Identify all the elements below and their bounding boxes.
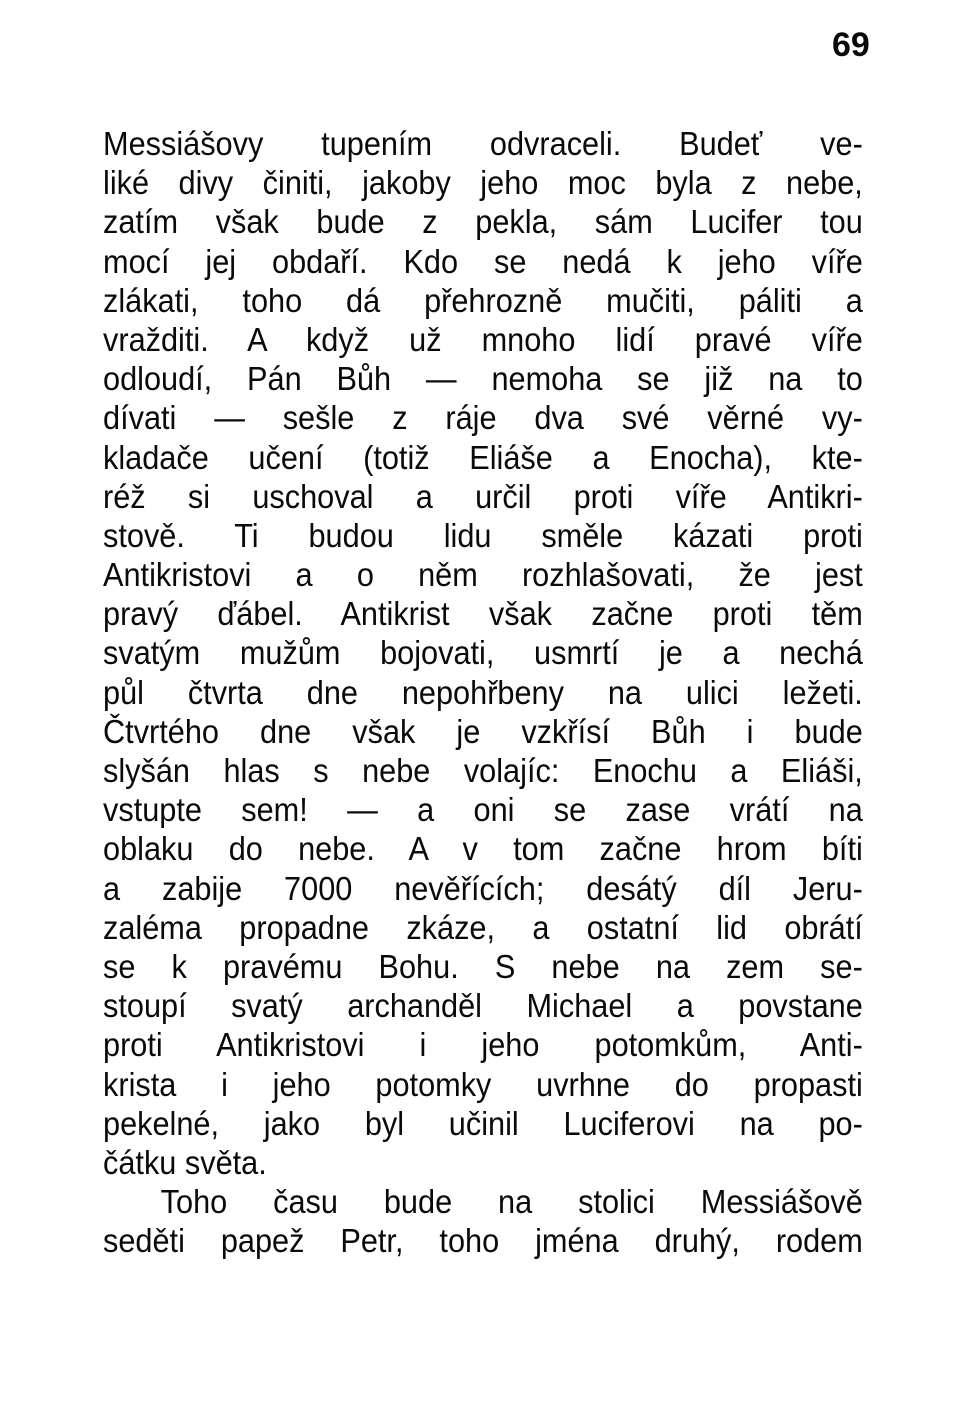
text-line: svatým mužům bojovati, usmrtí je a nechá: [103, 634, 863, 672]
body-text: [103, 124, 863, 1260]
text-line: se k pravému Bohu. S nebe na zem se-: [103, 947, 863, 985]
text-line: vražditi. A když už mnoho lidí pravé víře: [103, 320, 863, 358]
text-line: zatím však bude z pekla, sám Lucifer tou: [103, 203, 863, 241]
text-line: vstupte sem! — a oni se zase vrátí na: [103, 791, 863, 829]
paragraph-start-line: Toho času bude na stolici Messiášově: [160, 1183, 863, 1221]
text-line: pravý ďábel. Antikrist však začne proti těm: [103, 595, 863, 633]
text-line: proti Antikristovi i jeho potomkům, Anti-: [103, 1026, 863, 1064]
text-line: kladače učení (totiž Eliáše a Enocha), kte-: [103, 438, 863, 476]
text-line: stoupí svatý archanděl Michael a povstane: [103, 987, 863, 1025]
text-line: Čtvrtého dne však je vzkřísí Bůh i bude: [103, 712, 863, 750]
text-line: liké divy činiti, jakoby jeho moc byla z nebe,: [103, 164, 863, 202]
text-line: zlákati, toho dá přehrozně mučiti, páliti a: [103, 281, 863, 319]
page-number: 69: [832, 26, 870, 64]
text-line: stově. Ti budou lidu směle kázati proti: [103, 516, 863, 554]
text-line: a zabije 7000 nevěřících; desátý díl Jeru-: [103, 869, 863, 907]
text-line: půl čtvrta dne nepohřbeny na ulici ležeti.: [103, 673, 863, 711]
text-line: Messiášovy tupením odvraceli. Budeť ve-: [103, 125, 863, 162]
text-line: pekelné, jako byl učinil Luciferovi na po-: [103, 1104, 863, 1142]
text-line: mocí jej obdaří. Kdo se nedá k jeho víře: [103, 242, 863, 280]
text-line: réž si uschoval a určil proti víře Antikri-: [103, 477, 863, 515]
text-line: oblaku do nebe. A v tom začne hrom bíti: [103, 830, 863, 868]
text-line: zaléma propadne zkáze, a ostatní lid obrátí: [103, 908, 863, 946]
text-line: seděti papež Petr, toho jména druhý, rodem: [103, 1222, 863, 1260]
text-line: krista i jeho potomky uvrhne do propasti: [103, 1065, 863, 1103]
text-line: Antikristovi a o něm rozhlašovati, že jest: [103, 556, 863, 594]
text-line: slyšán hlas s nebe volajíc: Enochu a Eliáši,: [103, 752, 863, 789]
paragraph-end-line: čátku světa.: [103, 1143, 267, 1181]
text-line: dívati — sešle z ráje dva své věrné vy-: [103, 399, 863, 437]
text-line: odloudí, Pán Bůh — nemoha se již na to: [103, 360, 863, 398]
